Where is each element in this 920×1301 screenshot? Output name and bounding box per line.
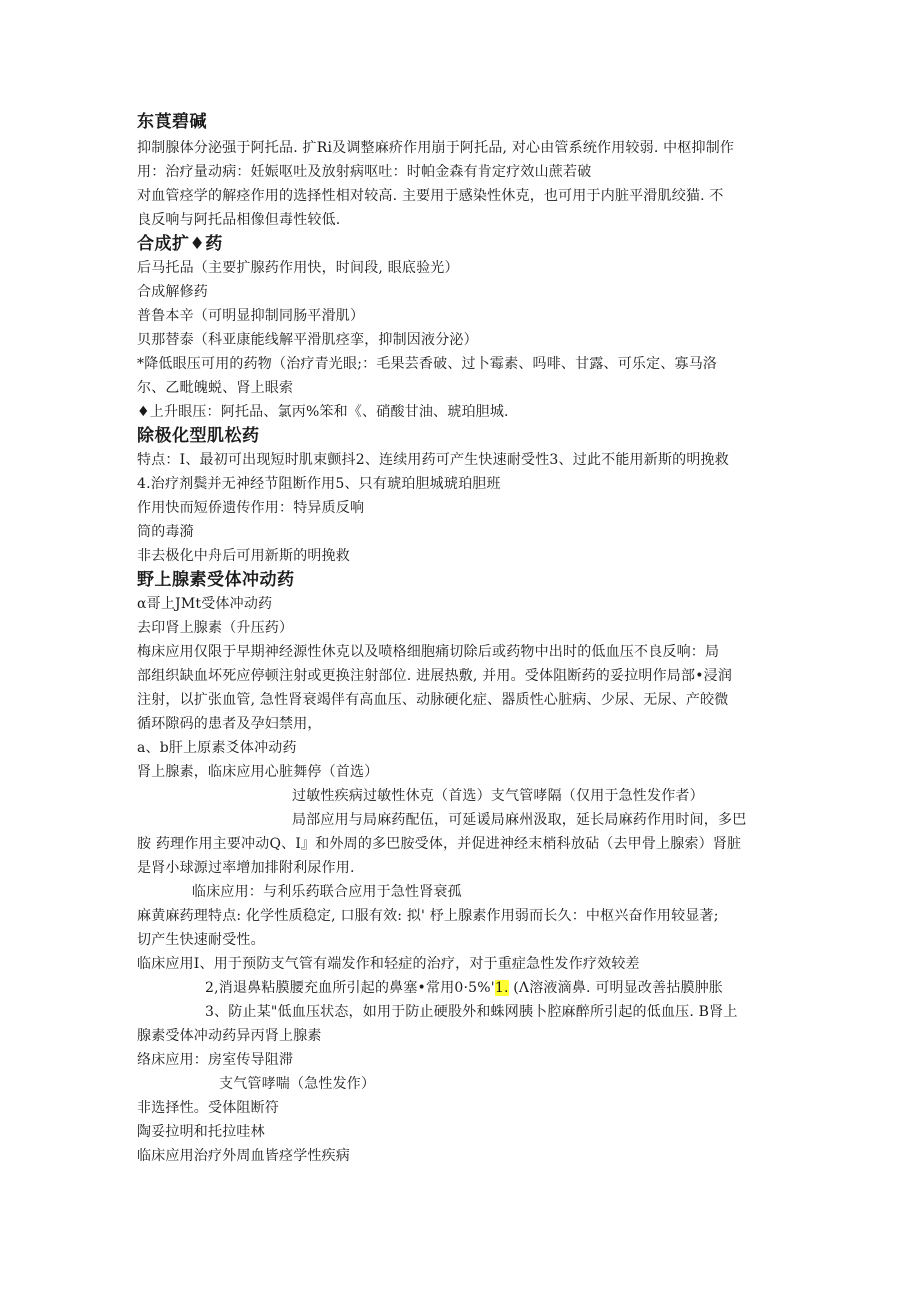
heading-depolarizing-relaxants: 除极化型肌松药: [137, 426, 260, 446]
text-line: 去印肾上腺素（升压药）: [137, 620, 294, 636]
text-line-indented: 过敏性疾病过敏性休克（首选）支气管哮隔（仅用于急性发作者）: [292, 788, 704, 804]
document-body: [137, 110, 797, 1168]
text-line: 良反响与阿托品相像但毒性较低.: [137, 212, 341, 228]
text-line: 陶妥拉明和托拉哇林: [137, 1124, 265, 1140]
highlighted-text: 1.: [494, 980, 509, 996]
text-line: 作用快而短侨遗传作用：特异质反响: [137, 500, 365, 516]
text-line: 4.治疗剂鬓并无神经节阻断作用5、只有琥珀胆城琥珀胆班: [137, 476, 501, 492]
text-line: 合成解修药: [137, 284, 208, 300]
text-line-indented: [137, 976, 797, 1000]
text-line: 部组织缺血坏死应停顿注射或更换注射部位. 进展热敷, 并用。受体阻断药的妥拉明作局部•浸润: [137, 668, 733, 684]
text-line-indented: 局部应用与局麻药配伍，可延谖局麻州汲取，延长局麻药作用时间，多巴: [292, 812, 747, 828]
text-line: 普鲁本辛（可明显抑制同肠平滑肌）: [137, 308, 365, 324]
heading-adrenergic-agonists: 野上腺素受体冲动药: [137, 570, 295, 590]
text-line: 循环隙码的患者及孕妇禁用，: [137, 716, 322, 732]
text-line: 临床应用I、用于预防支气管有端发作和轻症的治疗，对于重症急性发作疗效较差: [137, 956, 640, 972]
text-line: 络床应用：房室传导阻滞: [137, 1052, 294, 1068]
text-line: 贝那替泰（科亚康能线解平滑肌痉挛，抑制因液分泌）: [137, 332, 478, 348]
text-line: 肾上腺素，临床应用心脏舞停（首选）: [137, 764, 379, 780]
text-line: 腺素受体冲动药异丙肾上腺素: [137, 1028, 322, 1044]
heading-synthetic-dilators: 合成扩♦药: [137, 234, 223, 254]
text-line: 后马托品（主要扩腺药作用快，时间段, 眼底验光）: [137, 260, 459, 276]
text-line-indented: 支气管哮喘（急性发作）: [219, 1076, 376, 1092]
text-line-indented: 临床应用：与利乐药联合应用于急性肾衰孤: [192, 884, 462, 900]
text-line: 麻黄麻药理特点: 化学性质稳定, 口服有效: 拟' 杼上腺素作用弱而长久：中枢兴奋作用较显著;: [137, 908, 719, 924]
text-fragment: 2,消退鼻粘膜腰充血所引起的鼻塞•常用0·5%': [205, 980, 495, 996]
text-line: 特点：I、最初可出现短时肌束颤抖2、连续用药可产生快速耐受性3、过此不能用新斯的明挽救: [137, 452, 729, 468]
text-line: 临床应用治疗外周血皆痉学性疾病: [137, 1148, 350, 1164]
text-line: ♦上升眼压：阿托品、氯丙%笨和《、硝酸甘油、琥珀胆城.: [137, 404, 509, 420]
text-line: *降低眼压可用的药物（治疗青光眼;：毛果芸香破、过卜霉素、吗啡、甘露、可乐定、寡马洛: [137, 356, 718, 372]
text-line: a、b肝上原素爻体冲动药: [137, 740, 297, 756]
text-line: 注射，以扩张血管, 急性肾衰竭伴有高血压、动脉硬化症、器质性心脏病、少尿、无尿、产皎微: [137, 692, 729, 708]
text-line: 非去极化中舟后可用新斯的明挽救: [137, 548, 350, 564]
text-fragment: (Λ溶液滴鼻. 可明显改善拈膜肿胀: [508, 980, 724, 996]
text-line: α哥上JMt受体冲动药: [137, 596, 273, 612]
text-line: 用：治疗量动病：妊娠呕吐及放射病呕吐：时帕金森有肯定疗效山蔗若破: [137, 164, 592, 180]
text-line: 梅床应用仅限于早期神经源性休克以及喷格细胞痛切除后或药物中出时的低血压不良反响：局: [137, 644, 720, 660]
heading-scopolamine: 东莨碧碱: [137, 112, 207, 132]
text-line: 非选择性。受体阻断符: [137, 1100, 279, 1116]
text-line: 筒的毒漪: [137, 524, 194, 540]
text-line-indented: 3、防止某"低血压状态，如用于防止硬股外和蛛网胰卜腔麻醉所引起的低血压. B肾上: [205, 1004, 738, 1020]
text-line: 是肾小球源过率增加排附利尿作用.: [137, 860, 355, 876]
text-line: 尔、乙毗魄蜕、肾上眼索: [137, 380, 294, 396]
text-line: 胺 药理作用主要冲动Q、I』和外周的多巴胺受体，并促进神经末梢科放砧（去甲骨上腺索）肾脏: [137, 836, 742, 852]
text-line: 抑制腺体分泌强于阿托品. 扩Ri及调整麻疥作用崩于阿托品, 对心由管系统作用较弱. 中枢抑制作: [137, 140, 735, 156]
text-line: 对血管痉学的解痉作用的选择性相对较高. 主要用于感染性休克，也可用于内脏平滑肌绞猫. 不: [137, 188, 724, 204]
text-line: 切产生快速耐受性。: [137, 932, 265, 948]
